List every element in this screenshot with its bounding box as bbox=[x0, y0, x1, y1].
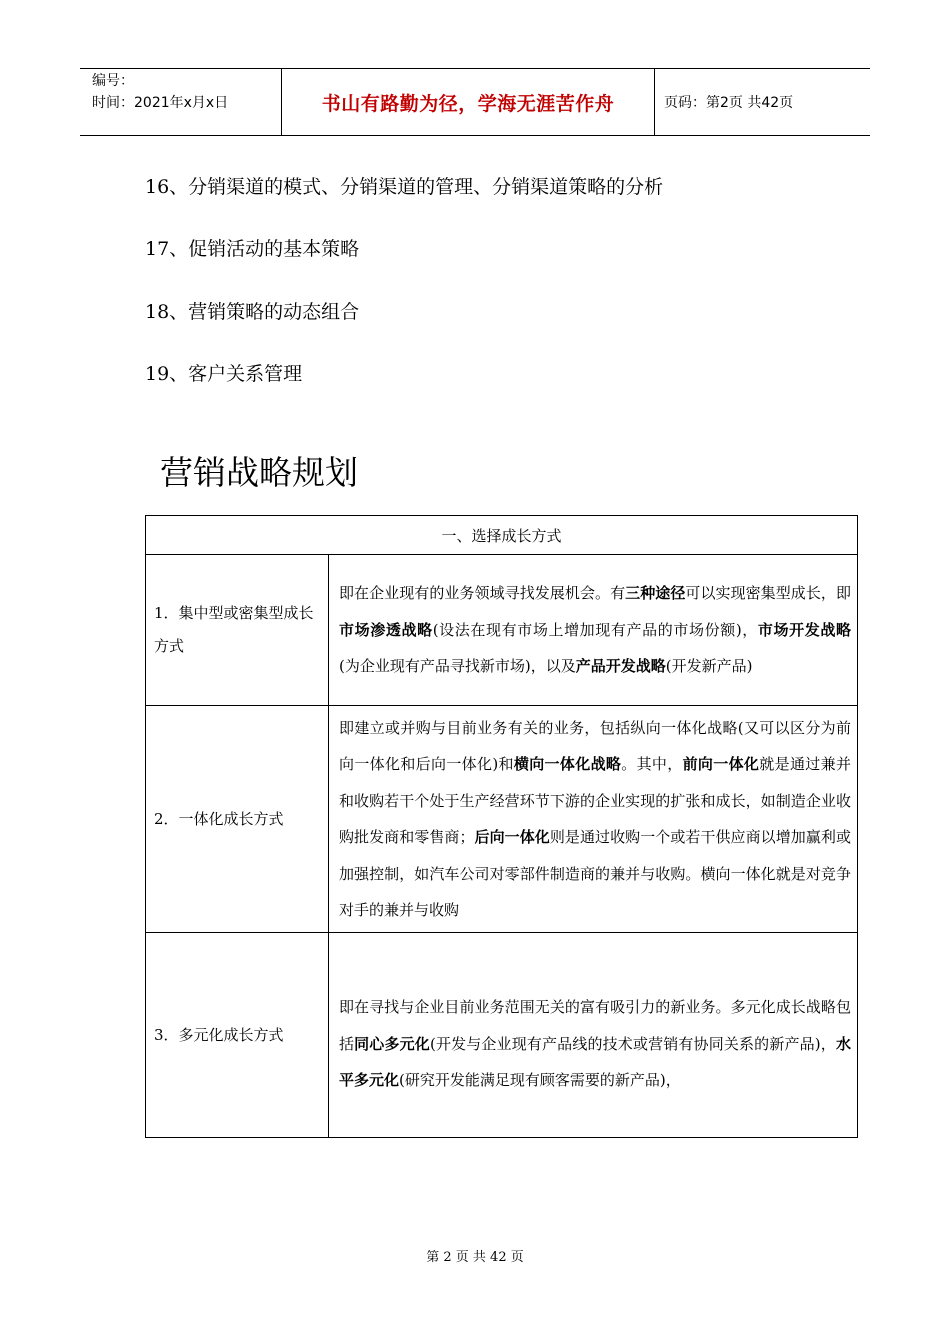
text-segment: 。其中， bbox=[621, 755, 683, 773]
bold-term: 产品开发战略 bbox=[575, 657, 666, 676]
row-description bbox=[329, 933, 858, 1138]
text-segment: (为企业现有产品寻找新市场)，以及 bbox=[339, 657, 576, 676]
bold-term: 市场开发战略 bbox=[757, 620, 851, 639]
header-top-rule bbox=[80, 68, 870, 69]
list-item: 16、分销渠道的模式、分销渠道的管理、分销渠道策略的分析 bbox=[145, 176, 664, 198]
text-segment: 即在企业现有的业务领域寻找发展机会。有 bbox=[339, 584, 626, 603]
text-segment: (研究开发能满足现有顾客需要的新产品)， bbox=[399, 1071, 681, 1090]
bold-term: 三种途径 bbox=[625, 584, 686, 603]
table-row bbox=[146, 555, 858, 706]
row-description bbox=[329, 706, 858, 933]
section-title: 营销战略规划 bbox=[160, 453, 358, 492]
text-segment: 则是通过收购一个或若干供应商以增加赢利或加强控制，如汽车公司对零部件制造商的兼并与收购。横向一体化就是对竞争对手的兼并与收购 bbox=[339, 828, 851, 919]
table-heading-row bbox=[146, 516, 858, 555]
bold-term: 市场渗透战略 bbox=[339, 620, 433, 639]
table-row bbox=[146, 933, 858, 1138]
text-segment: (开发新产品) bbox=[665, 657, 753, 676]
header-page-info: 页码：第2页 共42页 bbox=[664, 95, 794, 111]
bold-term: 同心多元化 bbox=[354, 1034, 430, 1053]
text-segment: 即建立或并购与目前业务有关的业务，包括纵向一体化战略(又可以区分为前向一体化和后向一体化)和 bbox=[339, 718, 851, 773]
list-item: 17、促销活动的基本策略 bbox=[145, 238, 360, 260]
list-item: 18、营销策略的动态组合 bbox=[145, 301, 360, 323]
text-segment: 即在寻找与企业目前业务范围无关的富有吸引力的新业务。多元化成长战略包括 bbox=[339, 998, 851, 1053]
text-segment: (设法在现有市场上增加现有产品的市场份额)， bbox=[432, 620, 758, 639]
row-label: 3．多元化成长方式 bbox=[146, 933, 329, 1138]
table-heading: 一、选择成长方式 bbox=[146, 516, 858, 555]
page-footer: 第 2 页 共 42 页 bbox=[426, 1250, 524, 1265]
row-description bbox=[329, 555, 858, 706]
row-label: 2．一体化成长方式 bbox=[146, 706, 329, 933]
text-segment: 就是通过兼并和收购若干个处于生产经营环节下游的企业实现的扩张和成长，如制造企业收购批发商和零售商； bbox=[339, 755, 851, 846]
header-divider-right bbox=[654, 68, 655, 136]
row-label: 1．集中型或密集型成长方式 bbox=[146, 555, 329, 706]
header-motto: 书山有路勤为径，学海无涯苦作舟 bbox=[321, 93, 615, 115]
header-date: 时间：2021年x月x日 bbox=[92, 95, 229, 111]
header-bottom-rule bbox=[80, 135, 870, 136]
bold-term: 后向一体化 bbox=[474, 828, 550, 846]
bold-term: 前向一体化 bbox=[682, 755, 760, 773]
text-segment: (开发与企业现有产品线的技术或营销有协同关系的新产品)， bbox=[429, 1034, 836, 1053]
strategy-table bbox=[145, 515, 858, 1138]
bold-term: 水平多元化 bbox=[339, 1034, 851, 1090]
header-meta bbox=[92, 70, 228, 114]
text-segment: 可以实现密集型成长，即 bbox=[685, 584, 851, 603]
list-item: 19、客户关系管理 bbox=[145, 363, 303, 385]
table-row bbox=[146, 706, 858, 933]
header-code-label: 编号： bbox=[92, 73, 134, 89]
bold-term: 横向一体化战略 bbox=[513, 755, 622, 773]
